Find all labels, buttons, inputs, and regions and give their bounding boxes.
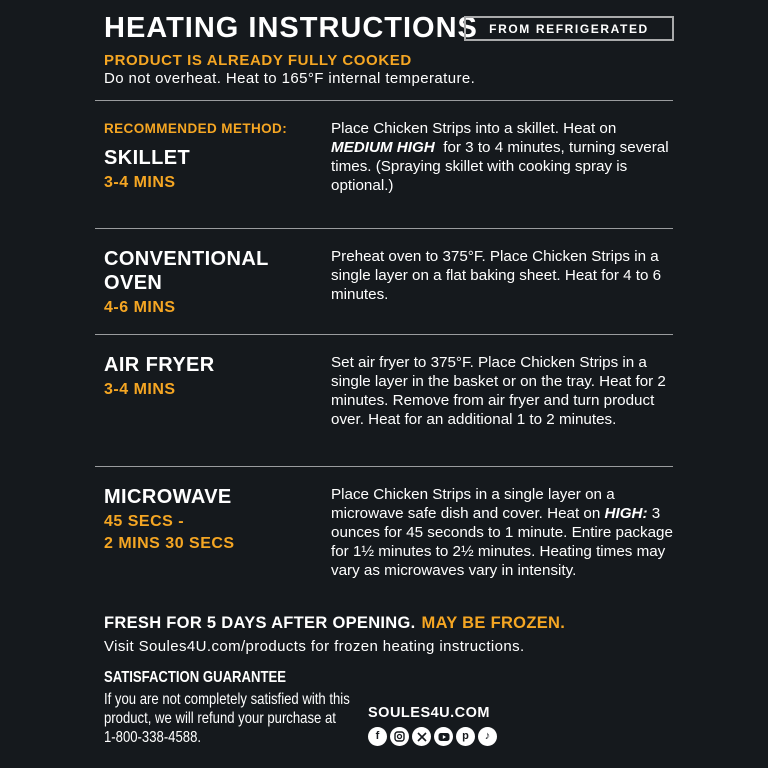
divider [95,228,673,229]
method-name: CONVENTIONAL OVEN [104,248,269,294]
divider [95,466,673,467]
from-refrigerated-badge: FROM REFRIGERATED [464,16,674,41]
microwave-instructions [331,485,676,580]
method-conventional-oven [104,247,319,319]
method-time: 45 SECS - [104,513,185,530]
instruction-text: for 3 to 4 minutes, turning several times. (Spraying skillet with cooking spray is optional.) [331,139,673,194]
divider [95,100,673,101]
social-icons [368,727,497,746]
may-be-frozen: MAY BE FROZEN. [421,614,566,632]
method-name: AIR FRYER [104,354,215,376]
instruction-text: 3 ounces for 45 seconds to 1 minute. Entire package for 1½ minutes to 2½ minutes. Heating times may vary as microwaves vary in intensity. [331,505,673,579]
method-air-fryer [104,353,319,401]
visit-website-text: Visit Soules4U.com/products for frozen heating instructions. [104,638,525,655]
method-time: 3-4 MINS [104,381,176,398]
youtube-icon [434,727,453,746]
method-time: 3-4 MINS [104,174,176,191]
website-url: SOULES4U.COM [368,705,491,721]
guarantee-text: If you are not completely satisfied with this product, we will refund your purchase at 1-800-338-4588. [104,691,350,746]
guarantee-title: SATISFACTION GUARANTEE [104,669,286,686]
air-fryer-instructions: Set air fryer to 375°F. Place Chicken Strips in a single layer in the basket or on the tray. Heat for 2 minutes. Remove from air fryer and turn product over. Heat for an additional 1 to 2 minutes. [331,354,666,428]
page-title: HEATING INSTRUCTIONS [104,12,478,44]
pinterest-icon: p [456,727,475,746]
method-microwave [104,485,319,555]
heat-setting: HIGH: [604,505,648,522]
fresh-text: FRESH FOR 5 DAYS AFTER OPENING. [104,614,416,632]
heat-setting: MEDIUM HIGH [331,139,435,156]
freshness-notice [104,614,565,633]
tiktok-icon: ♪ [478,727,497,746]
skillet-instructions [331,119,676,195]
instagram-icon [390,727,409,746]
oven-instructions: Preheat oven to 375°F. Place Chicken Strips in a single layer on a flat baking sheet. Heat for 4 to 6 minutes. [331,248,662,303]
method-time: 4-6 MINS [104,299,176,316]
method-skillet [104,119,319,194]
heading-row [104,12,478,45]
instruction-text: Place Chicken Strips in a single layer on a microwave safe dish and cover. Heat on [331,486,615,522]
recommended-label: RECOMMENDED METHOD: [104,121,288,136]
method-name: SKILLET [104,147,191,169]
x-icon [412,727,431,746]
method-name: MICROWAVE [104,486,232,508]
fully-cooked-notice: PRODUCT IS ALREADY FULLY COOKED [104,52,412,69]
divider [95,334,673,335]
instruction-text: Place Chicken Strips into a skillet. Heat on [331,120,617,137]
facebook-icon: f [368,727,387,746]
method-time: 2 MINS 30 SECS [104,535,235,552]
overheat-note: Do not overheat. Heat to 165°F internal temperature. [104,70,476,87]
